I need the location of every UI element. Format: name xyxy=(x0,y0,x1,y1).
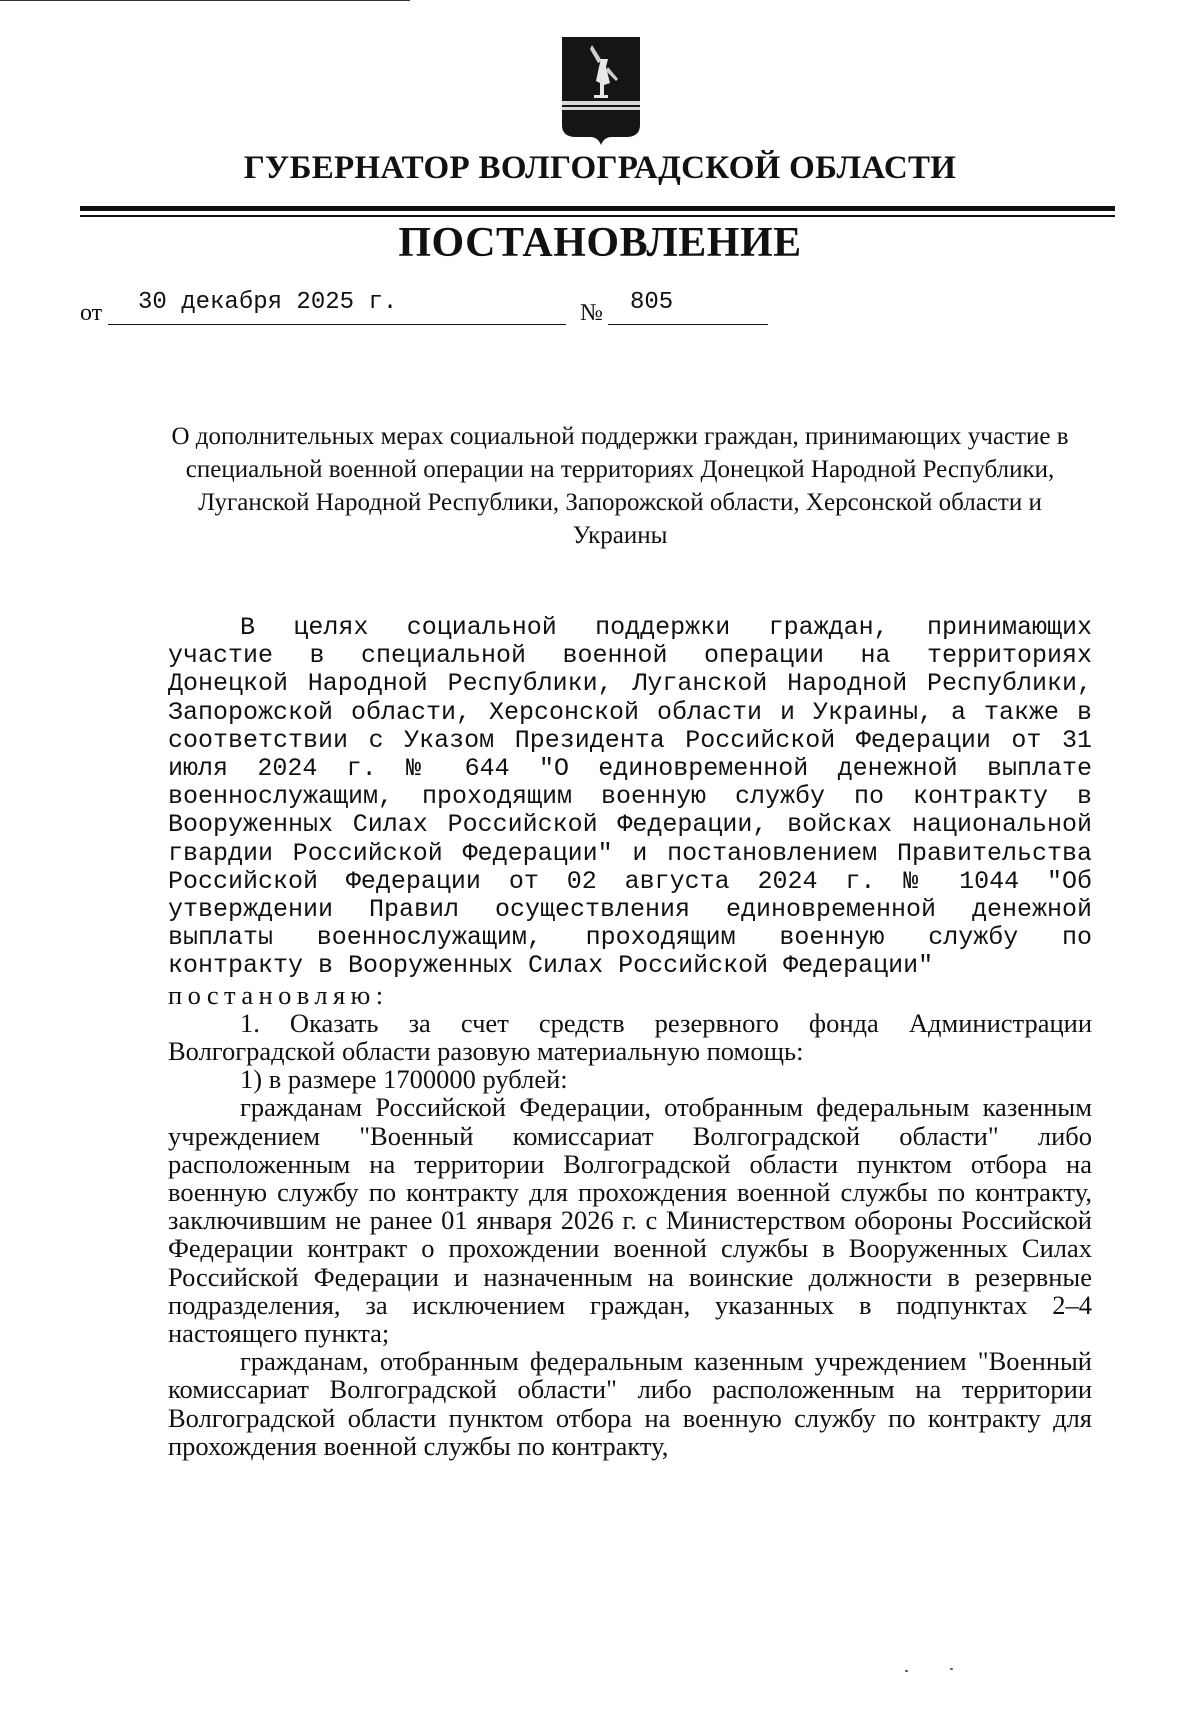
document-body xyxy=(168,614,1092,1460)
preamble-paragraph: В целях социальной поддержки граждан, принимающих участие в специальной военной операции на территориях Донецкой Народной Республики, Луганской Народной Республики, Запорожской области, Херсонской области и Украины, а также в соответствии с Указом Президента Российской Федерации от 31 июля 2024 г. № 644 "О единовременной денежной выплате военнослужащим, проходящим военную службу по контракту в Вооруженных Силах Российской Федерации, войсках национальной гвардии Российской Федерации" и постановлением Правительства Российской Федерации от 02 августа 2024 г. № 1044 "Об утверждении Правил осуществления единовременной денежной выплаты военнослужащим, проходящим военную службу по контракту в Вооруженных Силах Российской Федерации" xyxy=(168,613,1092,981)
subclause-1-1: 1) в размере 1700000 рублей: xyxy=(240,1064,568,1095)
document-title: О дополнительных мерах социальной поддержки граждан, принимающих участие в специальной военной операции на территориях Донецкой Народной Республики, Луганской Народной Республики, Запорожской области, Херсонской области и Украины xyxy=(171,423,1069,549)
scan-speck xyxy=(905,1670,908,1672)
subclause-1-1-paragraph-b: гражданам, отобранным федеральным казенным учреждением "Военный комиссариат Волгоградской области" либо расположенным на территории Волгоградской области пунктом отбора на военную службу по контракту для прохождения военной службы по контракту, xyxy=(168,1346,1092,1461)
number-field xyxy=(608,289,768,325)
resolve-word: постановляю: xyxy=(168,979,389,1010)
date-field xyxy=(108,289,566,325)
date-label: от xyxy=(80,300,103,326)
scan-speck xyxy=(950,1668,953,1670)
number-label: № xyxy=(580,300,603,326)
header-rule-thick xyxy=(80,206,1115,211)
document-meta xyxy=(80,289,700,327)
header-rule-thin xyxy=(80,215,1115,217)
clause-1: 1. Оказать за счет средств резервного фонда Администрации Волгоградской области разовую материальную помощь: xyxy=(168,1007,1092,1067)
number-value: 805 xyxy=(630,289,674,316)
scan-edge-mark xyxy=(0,0,410,1)
volgograd-coat-of-arms-icon xyxy=(562,37,640,145)
date-value: 30 декабря 2025 г. xyxy=(138,289,398,316)
subclause-1-1-paragraph-a: гражданам Российской Федерации, отобранным федеральным казенным учреждением "Военный комиссариат Волгоградской области" либо расположенным на территории Волгоградской области пунктом отбора на военную службу по контракту для прохождения военной службы по контракту, заключившим не ранее 01 января 2026 г. с Министерством обороны Российской Федерации контракт о прохождении военной службы в Вооруженных Силах Российской Федерации и назначенным на воинские должности в резервные подразделения, за исключением граждан, указанных в подпунктах 2–4 настоящего пункта; xyxy=(168,1092,1092,1349)
issuer-heading: ГУБЕРНАТОР ВОЛГОГРАДСКОЙ ОБЛАСТИ xyxy=(243,150,957,186)
document-type-heading: ПОСТАНОВЛЕНИЕ xyxy=(398,220,802,266)
